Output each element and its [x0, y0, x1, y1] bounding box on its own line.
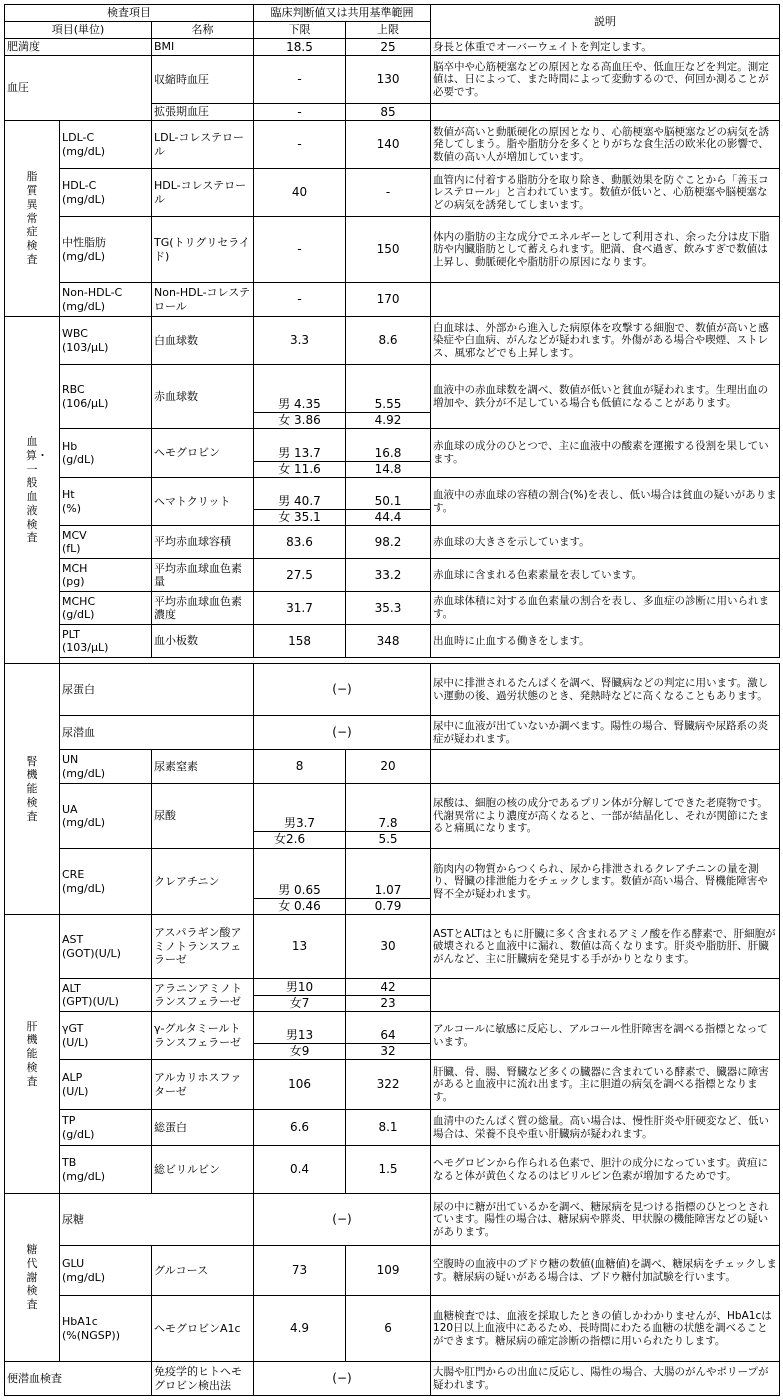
upper-ast: 30 [346, 915, 431, 979]
desc-urine-protein: 尿中に排泄されるたんぱくを調べ、腎臓病などの判定に用います。激しい運動の後、過労状態のとき、発熱時などに高くなることもあります。 [431, 664, 780, 716]
lower-alp: 106 [254, 1060, 346, 1110]
upper-cre-male: 1.07 [346, 849, 431, 899]
name-mcv: 平均赤血球容積 [152, 526, 254, 559]
desc-cre: 筋肉内の物質からつくられ、尿から排泄されるクレアチニンの量を測り、腎臓の排泄能力をチェックします。数値が高い場合、腎機能障害や腎不全が疑われます。 [431, 849, 780, 915]
upper-ua-female: 5.5 [346, 832, 431, 849]
upper-sys: 130 [346, 56, 431, 104]
upper-hb-female: 14.8 [346, 462, 431, 478]
name-mch: 平均赤血球血色素量 [152, 559, 254, 592]
item-stool: 便潜血検査 [5, 1362, 152, 1396]
lower-nonhdl: - [254, 283, 346, 317]
desc-alp: 肝臓、骨、腸、腎臓など多くの臓器に含まれている酵素で、臓器に障害があると血液中に流れ出ます。主に胆道の病気を調べる指標となります。 [431, 1060, 780, 1110]
desc-mchc: 赤血球体積に対する血色素量の割合を表し、多血症の診断に用いられます。 [431, 592, 780, 625]
lower-plt: 158 [254, 625, 346, 658]
desc-bmi: 身長と体重でオーバーウェイトを判定します。 [431, 39, 780, 56]
desc-ua: 尿酸は、細胞の核の成分であるプリン体が分解してできた老廃物です。代謝異常により濃度が高くなると、一部が結晶化し、それが関節にたまると痛風になります。 [431, 784, 780, 849]
table-row [5, 664, 780, 716]
category-lipid: 脂質異常症検査 [5, 121, 60, 317]
name-tp: 総蛋白 [152, 1110, 254, 1146]
category-liver: 肝機能検査 [5, 915, 60, 1194]
header-item-unit: 項目(単位) [5, 22, 152, 39]
code-alp: ALP (U/L) [60, 1060, 152, 1110]
lower-alt-male: 男10 [254, 979, 346, 996]
table-row [5, 1296, 780, 1362]
desc-ldl: 数値が高いと動脈硬化の原因となり、心筋梗塞や脳梗塞などの病気を誘発してしまう。脂や脂肪分を多くとりがちな食生活の欧米化の影響で、数値の高い人が増加しています。 [431, 121, 780, 169]
table-row [5, 1012, 780, 1044]
upper-ggt-female: 32 [346, 1044, 431, 1060]
category-bp: 血圧 [5, 56, 152, 121]
code-glu: GLU (mg/dL) [60, 1246, 152, 1296]
name-ldl: LDL-コレステロール [152, 121, 254, 169]
desc-ht: 血液中の赤血球の容積の割合(%)を表し、低い場合は貧血の疑いがあります。 [431, 478, 780, 526]
upper-ggt-male: 64 [346, 1012, 431, 1044]
upper-mcv: 98.2 [346, 526, 431, 559]
upper-tg: 150 [346, 217, 431, 283]
desc-a1c: 血糖検査では、血液を採取したときの値しかわかりませんが、HbA1cは120日以上血液中にあるため、長時間にわたる血糖の状態を調べることができます。糖尿病の確定診断の指標に用いられたりします。 [431, 1296, 780, 1362]
table-row [5, 121, 780, 169]
desc-hdl: 血管内に付着する脂肪分を取り除き、動脈効果を防ぐことから「善玉コレステロール」と言われています。数値が低いと、心筋梗塞や脳梗塞などの病気を誘発してしまいます。 [431, 169, 780, 217]
table-row [5, 979, 780, 996]
upper-alt-male: 42 [346, 979, 431, 996]
lower-tb: 0.4 [254, 1146, 346, 1194]
lower-wbc: 3.3 [254, 317, 346, 365]
code-ast: AST (GOT)(U/L) [60, 915, 152, 979]
name-un: 尿素窒素 [152, 750, 254, 784]
code-ggt: γGT (U/L) [60, 1012, 152, 1060]
lower-sys: - [254, 56, 346, 104]
table-row [5, 784, 780, 832]
lower-ldl: - [254, 121, 346, 169]
lower-glu: 73 [254, 1246, 346, 1296]
name-a1c: ヘモグロビンA1c [152, 1296, 254, 1362]
value-stool: (−) [254, 1362, 431, 1396]
code-ldl: LDL-C (mg/dL) [60, 121, 152, 169]
desc-empty [431, 750, 780, 784]
lower-ua-female: 女2.6 [254, 832, 346, 849]
code-plt: PLT (103/μL) [60, 625, 152, 658]
desc-tp: 血清中のたんぱく質の総量。高い場合は、慢性肝炎や肝硬変など、低い場合は、栄養不良や重い肝臓病が疑われます。 [431, 1110, 780, 1146]
desc-glu: 空腹時の血液中のブドウ糖の数値(血糖値)を調べ、糖尿病をチェックします。糖尿病の疑いがある場合は、ブドウ糖付加試験を行います。 [431, 1246, 780, 1296]
item-urine-protein: 尿蛋白 [60, 664, 254, 716]
desc-ggt: アルコールに敏感に反応し、アルコール性肝障害を調べる指標となっています。 [431, 1012, 780, 1060]
table-row [5, 39, 780, 56]
exam-table [4, 4, 780, 1396]
desc-wbc: 白血球は、外部から進入した病原体を攻撃する細胞で、数値が高いと感染症や白血病、がんなどが疑われます。外傷がある場合や喫煙、ストレス、風邪などでも上昇します。 [431, 317, 780, 365]
code-a1c: HbA1c (%(NGSP)) [60, 1296, 152, 1362]
code-hdl: HDL-C (mg/dL) [60, 169, 152, 217]
table-row [5, 592, 780, 625]
header-row [5, 5, 780, 22]
code-hb: Hb (g/dL) [60, 429, 152, 478]
table-row [5, 849, 780, 899]
code-mchc: MCHC (g/dL) [60, 592, 152, 625]
code-rbc: RBC (106/μL) [60, 365, 152, 429]
value-urine-sugar: (−) [254, 1194, 431, 1246]
desc-stool: 大腸や肛門からの出血に反応し、陽性の場合、大腸のがんやポリープが疑われます。 [431, 1362, 780, 1396]
name-stool: 免疫学的ヒトヘモグロビン検出法 [152, 1362, 254, 1396]
name-bmi: BMI [152, 39, 254, 56]
lower-mchc: 31.7 [254, 592, 346, 625]
upper-alt-female: 23 [346, 996, 431, 1012]
lower-a1c: 4.9 [254, 1296, 346, 1362]
lower-alt-female: 女7 [254, 996, 346, 1012]
desc-tg: 体内の脂肪の主な成分でエネルギーとして利用され、余った分は皮下脂肪や内臓脂肪として蓄えられます。肥満、食べ過ぎ、飲みすぎで数値は上昇し、動脈硬化や脂肪肝の原因になります。 [431, 217, 780, 283]
lower-ggt-female: 女9 [254, 1044, 346, 1060]
header-range-group: 臨床判断値又は共用基準範囲 [254, 5, 431, 22]
code-cre: CRE (mg/dL) [60, 849, 152, 915]
upper-rbc-female: 4.92 [346, 413, 431, 429]
header-lower: 下限 [254, 22, 346, 39]
lower-rbc-male: 男 4.35 [254, 365, 346, 413]
name-tb: 総ビリルビン [152, 1146, 254, 1194]
table-row [5, 478, 780, 510]
name-sys: 収縮時血圧 [152, 56, 254, 104]
lower-ggt-male: 男13 [254, 1012, 346, 1044]
header-upper: 上限 [346, 22, 431, 39]
upper-un: 20 [346, 750, 431, 784]
header-item-group: 検査項目 [5, 5, 254, 22]
category-blood: 血算・一般血液検査 [5, 317, 60, 664]
lower-ht-male: 男 40.7 [254, 478, 346, 510]
table-row [5, 217, 780, 283]
desc-hb: 赤血球の成分のひとつで、主に血液中の酸素を運搬する役割を果しています。 [431, 429, 780, 478]
table-row [5, 559, 780, 592]
lower-hb-female: 女 11.6 [254, 462, 346, 478]
name-wbc: 白血球数 [152, 317, 254, 365]
name-ggt: γ-グルタミールトランスフェラーゼ [152, 1012, 254, 1060]
table-row [5, 365, 780, 413]
lower-hdl: 40 [254, 169, 346, 217]
upper-a1c: 6 [346, 1296, 431, 1362]
code-wbc: WBC (103/μL) [60, 317, 152, 365]
upper-bmi: 25 [346, 39, 431, 56]
table-row [5, 1110, 780, 1146]
table-row [5, 429, 780, 462]
table-row [5, 716, 780, 750]
name-dia: 拡張期血圧 [152, 104, 254, 121]
upper-hdl: - [346, 169, 431, 217]
desc-empty [431, 104, 780, 121]
name-rbc: 赤血球数 [152, 365, 254, 429]
code-mch: MCH (pg) [60, 559, 152, 592]
desc-mch: 赤血球に含まれる色素素量を表しています。 [431, 559, 780, 592]
table-row [5, 625, 780, 658]
upper-wbc: 8.6 [346, 317, 431, 365]
upper-ldl: 140 [346, 121, 431, 169]
code-ua: UA (mg/dL) [60, 784, 152, 849]
table-row [5, 56, 780, 104]
code-un: UN (mg/dL) [60, 750, 152, 784]
lower-tp: 6.6 [254, 1110, 346, 1146]
table-row [5, 169, 780, 217]
desc-empty [431, 979, 780, 1012]
header-name: 名称 [152, 22, 254, 39]
upper-mch: 33.2 [346, 559, 431, 592]
name-glu: グルコース [152, 1246, 254, 1296]
desc-rbc: 血液中の赤血球数を調べ、数値が低いと貧血が疑われます。生理出血の増加や、鉄分が不足している場合も低値になることがあります。 [431, 365, 780, 429]
name-ast: アスパラギン酸アミノトランスフェラーゼ [152, 915, 254, 979]
upper-tp: 8.1 [346, 1110, 431, 1146]
category-kidney: 腎機能検査 [5, 664, 60, 915]
lower-cre-male: 男 0.65 [254, 849, 346, 899]
name-alp: アルカリホスファターゼ [152, 1060, 254, 1110]
name-alt: アラニンアミノトランスフェラーゼ [152, 979, 254, 1012]
code-tp: TP (g/dL) [60, 1110, 152, 1146]
name-hdl: HDL-コレステロール [152, 169, 254, 217]
name-tg: TG(トリグリセライド) [152, 217, 254, 283]
desc-urine-blood: 尿中に血液が出ていないか調べます。陽性の場合、腎臓病や尿路系の炎症が疑われます。 [431, 716, 780, 750]
code-tg: 中性脂肪 (mg/dL) [60, 217, 152, 283]
code-mcv: MCV (fL) [60, 526, 152, 559]
upper-mchc: 35.3 [346, 592, 431, 625]
upper-hb-male: 16.8 [346, 429, 431, 462]
table-row [5, 915, 780, 979]
table-row [5, 750, 780, 784]
lower-bmi: 18.5 [254, 39, 346, 56]
table-row [5, 1246, 780, 1296]
upper-rbc-male: 5.55 [346, 365, 431, 413]
desc-bp: 脳卒中や心筋梗塞などの原因となる高血圧や、低血圧などを判定。測定値は、日によって、また時間によって変動するので、何回か測ることが必要です。 [431, 56, 780, 104]
upper-nonhdl: 170 [346, 283, 431, 317]
name-mchc: 平均赤血球血色素濃度 [152, 592, 254, 625]
item-urine-blood: 尿潜血 [60, 716, 254, 750]
table-row [5, 1194, 780, 1246]
upper-ht-male: 50.1 [346, 478, 431, 510]
desc-tb: ヘモグロビンから作られる色素で、胆汁の成分になっています。黄疸になると体が黄色くなるのはビリルビン色素が増加するためです。 [431, 1146, 780, 1194]
desc-urine-sugar: 尿の中に糖が出ているかを調べ、糖尿病を見つける指標のひとつとされています。陽性の場合は、糖尿病や膵炎、甲状腺の機能障害などの疑いがあります。 [431, 1194, 780, 1246]
table-row [5, 1362, 780, 1396]
table-row [5, 1060, 780, 1110]
table-row [5, 526, 780, 559]
name-plt: 血小板数 [152, 625, 254, 658]
lower-hb-male: 男 13.7 [254, 429, 346, 462]
lower-un: 8 [254, 750, 346, 784]
code-tb: TB (mg/dL) [60, 1146, 152, 1194]
lower-ua-male: 男3.7 [254, 784, 346, 832]
code-alt: ALT (GPT)(U/L) [60, 979, 152, 1012]
table-row [5, 317, 780, 365]
upper-plt: 348 [346, 625, 431, 658]
lower-tg: - [254, 217, 346, 283]
table-row [5, 283, 780, 317]
table-row [5, 1146, 780, 1194]
upper-cre-female: 0.79 [346, 899, 431, 915]
lower-mcv: 83.6 [254, 526, 346, 559]
name-nonhdl: Non-HDL-コレステロール [152, 283, 254, 317]
lower-ast: 13 [254, 915, 346, 979]
name-ua: 尿酸 [152, 784, 254, 849]
desc-plt: 出血時に止血する働きをします。 [431, 625, 780, 658]
item-urine-sugar: 尿糖 [60, 1194, 254, 1246]
upper-dia: 85 [346, 104, 431, 121]
desc-empty [431, 283, 780, 317]
lower-mch: 27.5 [254, 559, 346, 592]
desc-ast: ASTとALTはともに肝臓に多く含まれるアミノ酸を作る酵素で、肝細胞が破壊されると血液中に漏れ、数値は高くなります。肝炎や脂肪肝、肝臓がんなど、主に肝臓病を発見する手がかりとなります。 [431, 915, 780, 979]
upper-ua-male: 7.8 [346, 784, 431, 832]
header-desc: 説明 [431, 5, 780, 39]
upper-ht-female: 44.4 [346, 510, 431, 526]
code-nonhdl: Non-HDL-C (mg/dL) [60, 283, 152, 317]
name-cre: クレアチニン [152, 849, 254, 915]
value-urine-protein: (−) [254, 664, 431, 716]
desc-mcv: 赤血球の大きさを示しています。 [431, 526, 780, 559]
category-sugar: 糖代謝検査 [5, 1194, 60, 1362]
lower-dia: - [254, 104, 346, 121]
value-urine-blood: (−) [254, 716, 431, 750]
name-hb: ヘモグロビン [152, 429, 254, 478]
name-ht: ヘマトクリット [152, 478, 254, 526]
upper-glu: 109 [346, 1246, 431, 1296]
item-obesity: 肥満度 [5, 39, 152, 56]
lower-rbc-female: 女 3.86 [254, 413, 346, 429]
upper-alp: 322 [346, 1060, 431, 1110]
upper-tb: 1.5 [346, 1146, 431, 1194]
code-ht: Ht (%) [60, 478, 152, 526]
lower-cre-female: 女 0.46 [254, 899, 346, 915]
lower-ht-female: 女 35.1 [254, 510, 346, 526]
